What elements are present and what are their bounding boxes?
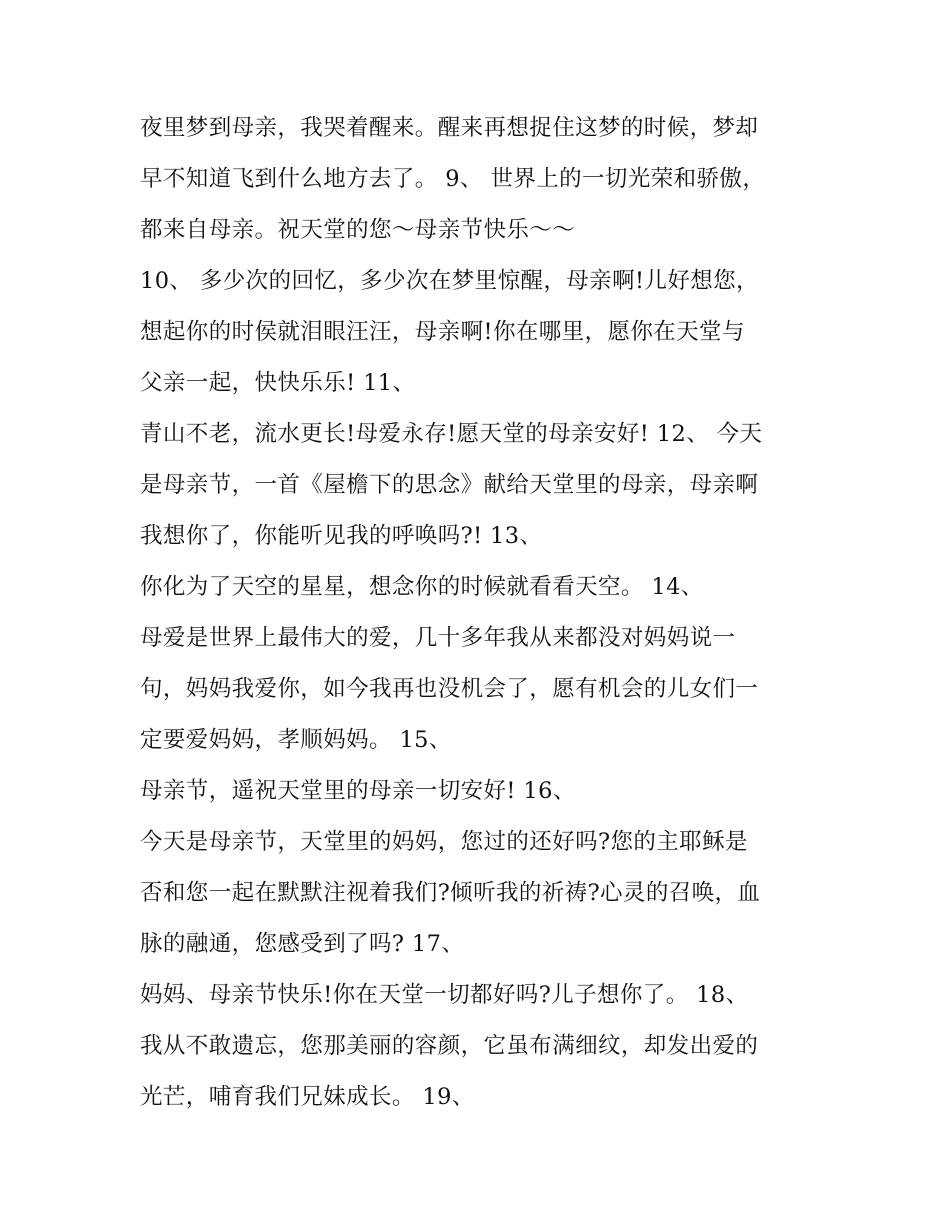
text-line: 光芒，哺育我们兄妹成长。 19、 xyxy=(140,1084,475,1110)
text-line: 你化为了天空的星星，想念你的时候就看看天空。 14、 xyxy=(140,574,704,600)
text-line: 否和您一起在默默注视着我们?倾听我的祈祷?心灵的召唤，血 xyxy=(140,880,761,906)
text-line: 今天是母亲节，天堂里的妈妈，您过的还好吗?您的主耶稣是 xyxy=(140,829,748,855)
text-line: 想起你的时侯就泪眼汪汪，母亲啊!你在哪里，愿你在天堂与 xyxy=(140,319,745,345)
text-line: 都来自母亲。祝天堂的您～母亲节快乐～～ xyxy=(140,217,576,243)
text-line: 母亲节，遥祝天堂里的母亲一切安好! 16、 xyxy=(140,778,576,804)
body-text xyxy=(140,103,820,1123)
text-line: 早不知道飞到什么地方去了。 9、 世界上的一切光荣和骄傲， xyxy=(140,166,766,192)
text-line: 父亲一起，快快乐乐! 11、 xyxy=(140,370,416,396)
text-line: 青山不老，流水更长!母爱永存!愿天堂的母亲安好! 12、 今天 xyxy=(140,421,763,447)
text-line: 妈妈、母亲节快乐!你在天堂一切都好吗?儿子想你了。 18、 xyxy=(140,982,749,1008)
text-line: 10、 多少次的回忆，多少次在梦里惊醒，母亲啊!儿好想您， xyxy=(140,268,759,294)
text-line: 脉的融通，您感受到了吗? 17、 xyxy=(140,931,465,957)
text-line: 句，妈妈我爱你，如今我再也没机会了，愿有机会的儿女们一 xyxy=(140,676,759,702)
text-line: 夜里梦到母亲，我哭着醒来。醒来再想捉住这梦的时候，梦却 xyxy=(140,115,759,141)
text-line: 我想你了，你能听见我的呼唤吗?! 13、 xyxy=(140,523,543,549)
text-line: 定要爱妈妈，孝顺妈妈。 15、 xyxy=(140,727,452,753)
text-line: 母爱是世界上最伟大的爱，几十多年我从来都没对妈妈说一 xyxy=(140,625,736,651)
text-line: 我从不敢遗忘，您那美丽的容颜，它虽布满细纹，却发出爱的 xyxy=(140,1033,759,1059)
text-line: 是母亲节，一首《屋檐下的思念》献给天堂里的母亲，母亲啊 xyxy=(140,472,759,498)
